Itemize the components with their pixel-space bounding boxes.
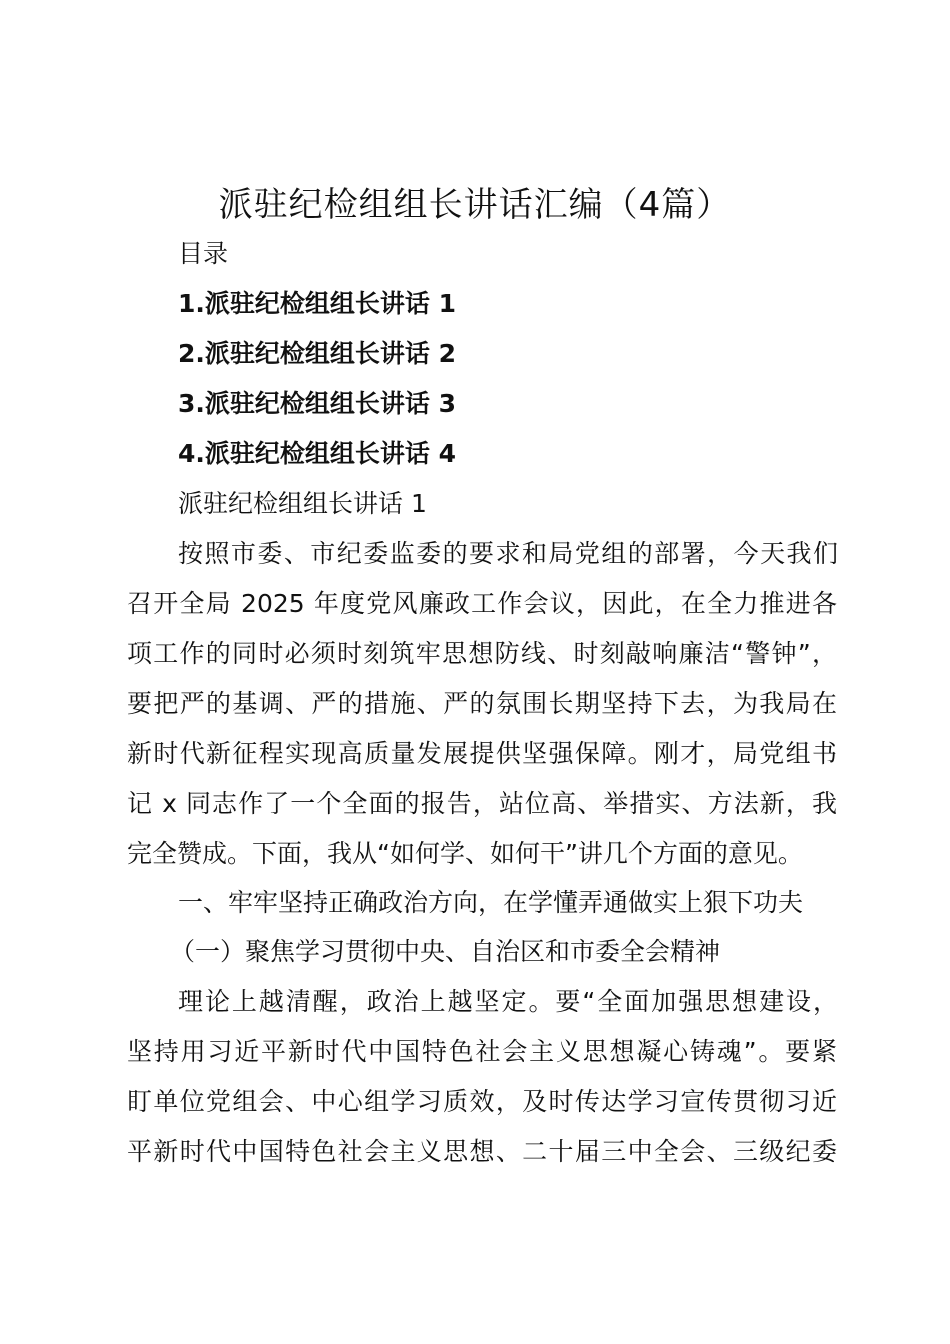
- paragraph1-line: 新时代新征程实现高质量发展提供坚强保障。刚才，局党组书: [127, 739, 837, 768]
- paragraph1-line: 记 x 同志作了一个全面的报告，站位高、举措实、方法新，我: [127, 789, 837, 818]
- paragraph1-line: 召开全局 2025 年度党风廉政工作会议，因此，在全力推进各: [127, 589, 837, 618]
- paragraph2-line: 理论上越清醒，政治上越坚定。要“全面加强思想建设，: [178, 987, 838, 1016]
- document-title: 派驻纪检组组长讲话汇编（4篇）: [218, 185, 732, 225]
- paragraph1-line: 要把严的基调、严的措施、严的氛围长期坚持下去，为我局在: [127, 689, 837, 718]
- toc-item-3: 3.派驻纪检组组长讲话 3: [178, 389, 456, 418]
- paragraph2-line: 盯单位党组会、中心组学习质效，及时传达学习宣传贯彻习近: [127, 1087, 837, 1116]
- heading-level1: 一、牢牢坚持正确政治方向，在学懂弄通做实上狠下功夫: [178, 888, 804, 917]
- paragraph2-line: 平新时代中国特色社会主义思想、二十届三中全会、三级纪委: [127, 1137, 837, 1166]
- toc-item-2: 2.派驻纪检组组长讲话 2: [178, 339, 456, 368]
- paragraph2-line: 坚持用习近平新时代中国特色社会主义思想凝心铸魂”。要紧: [127, 1037, 837, 1066]
- paragraph1-line: 项工作的同时必须时刻筑牢思想防线、时刻敲响廉洁“警钟”，: [127, 639, 837, 668]
- paragraph1-line: 按照市委、市纪委监委的要求和局党组的部署，今天我们: [178, 539, 838, 568]
- paragraph1-line: 完全赞成。下面，我从“如何学、如何干”讲几个方面的意见。: [127, 839, 803, 868]
- toc-item-1: 1.派驻纪检组组长讲话 1: [178, 289, 456, 318]
- section-heading: 派驻纪检组组长讲话 1: [178, 489, 427, 518]
- toc-heading: 目录: [178, 239, 229, 268]
- toc-item-4: 4.派驻纪检组组长讲话 4: [178, 439, 456, 468]
- subheading: （一）聚焦学习贯彻中央、自治区和市委全会精神: [170, 937, 721, 966]
